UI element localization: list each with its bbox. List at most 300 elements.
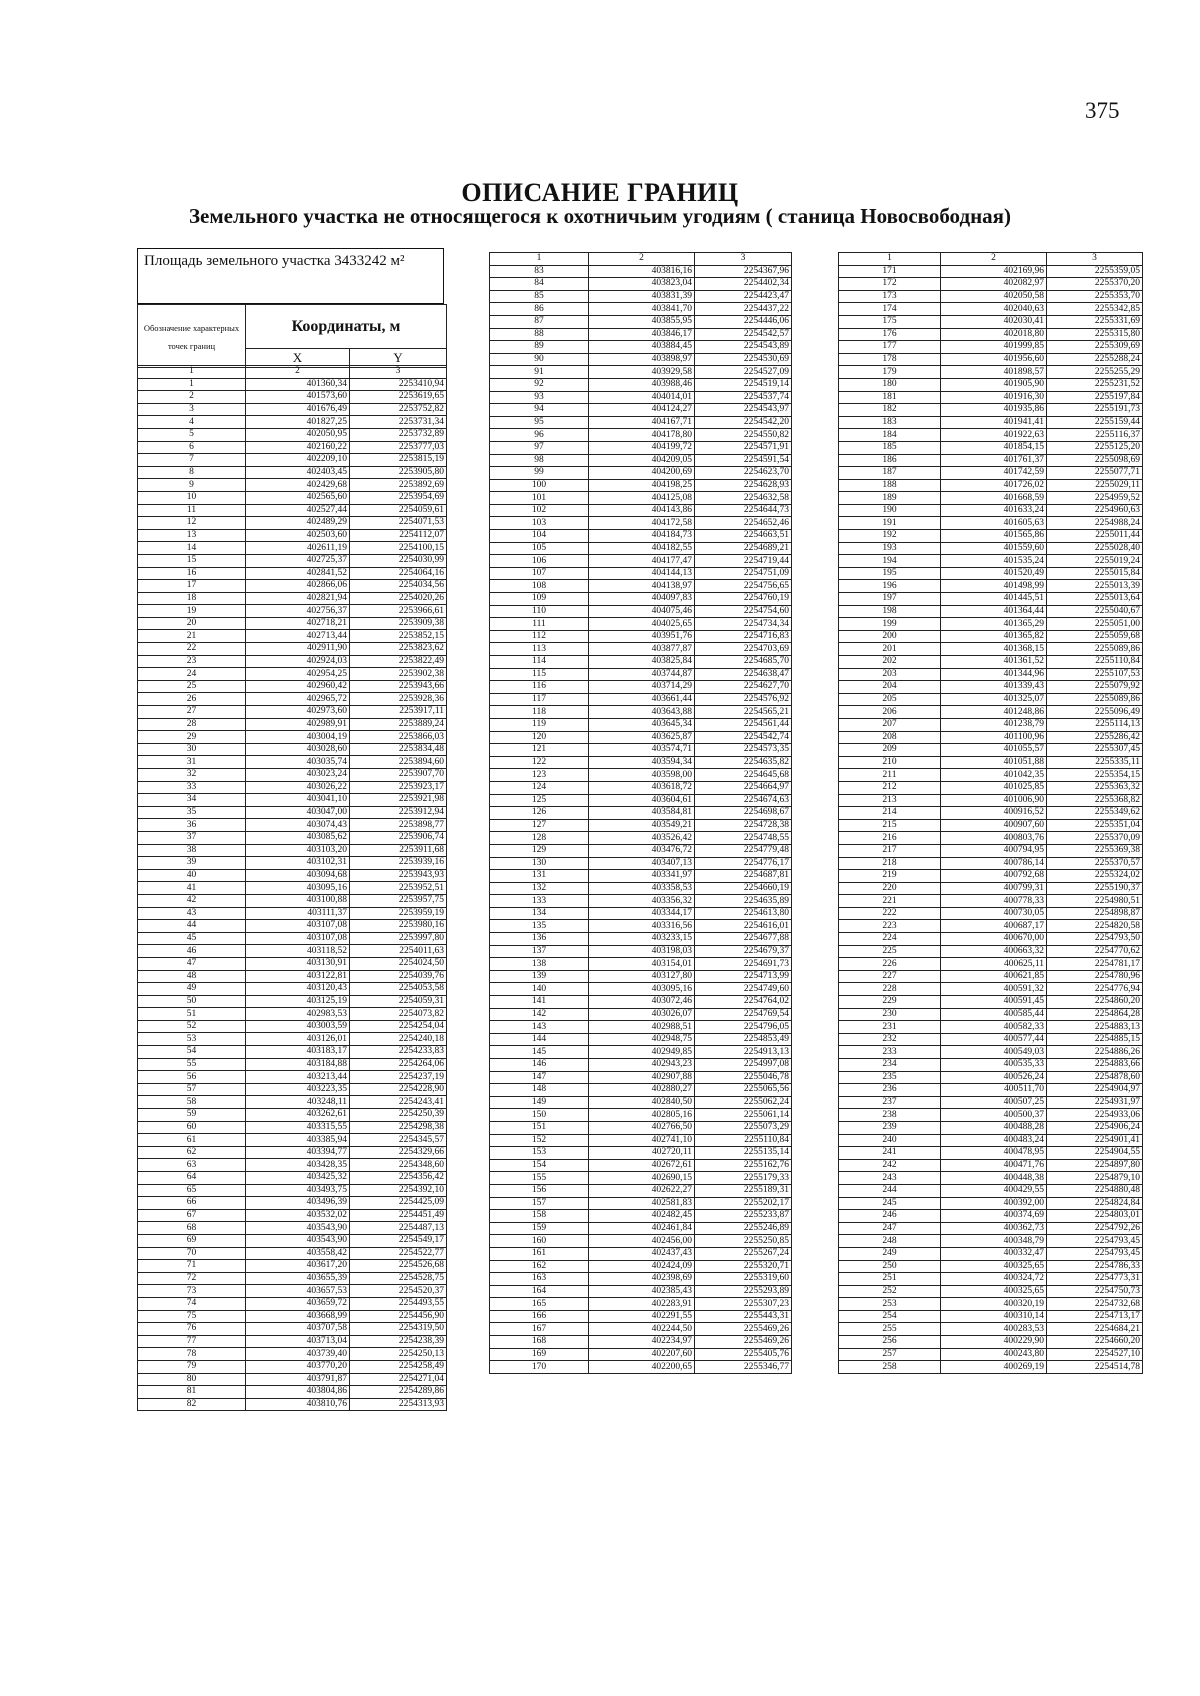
x-coordinate: 403543,90 xyxy=(246,1234,350,1247)
x-coordinate: 402160,22 xyxy=(246,441,350,454)
x-coordinate: 404144,13 xyxy=(589,567,695,580)
table-row xyxy=(490,1121,792,1134)
x-coordinate: 400803,76 xyxy=(941,832,1047,845)
x-coordinate: 402503,60 xyxy=(246,529,350,542)
y-coordinate: 2254550,82 xyxy=(695,429,792,442)
x-coordinate: 402565,60 xyxy=(246,491,350,504)
table-row xyxy=(138,920,447,933)
table-row xyxy=(138,441,447,454)
table-row xyxy=(839,580,1143,593)
x-coordinate: 400348,79 xyxy=(941,1235,1047,1248)
y-coordinate: 2254644,73 xyxy=(695,504,792,517)
point-number: 123 xyxy=(490,769,589,782)
x-coordinate: 403107,08 xyxy=(246,932,350,945)
point-number: 203 xyxy=(839,668,941,681)
y-coordinate: 2254250,13 xyxy=(350,1348,447,1361)
y-coordinate: 2255114,13 xyxy=(1047,718,1143,731)
table-row xyxy=(839,643,1143,656)
table-row xyxy=(490,1033,792,1046)
y-coordinate: 2254298,38 xyxy=(350,1121,447,1134)
column-number-2: 2 xyxy=(589,253,695,266)
point-number: 102 xyxy=(490,504,589,517)
y-coordinate: 2254638,47 xyxy=(695,668,792,681)
table-row xyxy=(490,1210,792,1223)
column-number-1: 1 xyxy=(839,253,941,266)
y-coordinate: 2254878,60 xyxy=(1047,1071,1143,1084)
point-number: 73 xyxy=(138,1285,246,1298)
table-row xyxy=(839,857,1143,870)
table-row xyxy=(839,1336,1143,1349)
point-number: 109 xyxy=(490,593,589,606)
x-coordinate: 400320,19 xyxy=(941,1298,1047,1311)
table-row xyxy=(490,920,792,933)
x-coordinate: 401916,30 xyxy=(941,391,1047,404)
point-number: 257 xyxy=(839,1348,941,1361)
x-coordinate: 402581,83 xyxy=(589,1197,695,1210)
point-number: 206 xyxy=(839,706,941,719)
table-row xyxy=(490,366,792,379)
point-number: 69 xyxy=(138,1234,246,1247)
table-row xyxy=(138,1222,447,1235)
table-row xyxy=(490,1008,792,1021)
table-row xyxy=(490,1260,792,1273)
table-row xyxy=(839,391,1143,404)
x-coordinate: 403394,77 xyxy=(246,1146,350,1159)
point-number: 154 xyxy=(490,1159,589,1172)
table-row xyxy=(138,1096,447,1109)
table-row xyxy=(138,655,447,668)
point-number: 192 xyxy=(839,530,941,543)
point-number: 160 xyxy=(490,1235,589,1248)
point-number: 27 xyxy=(138,706,246,719)
point-number: 198 xyxy=(839,605,941,618)
y-coordinate: 2254792,26 xyxy=(1047,1222,1143,1235)
page-number: 375 xyxy=(1085,98,1120,123)
table-row xyxy=(138,403,447,416)
x-coordinate: 400269,19 xyxy=(941,1361,1047,1374)
x-coordinate: 401365,29 xyxy=(941,618,1047,631)
point-number: 228 xyxy=(839,983,941,996)
point-number: 42 xyxy=(138,894,246,907)
x-coordinate: 403023,24 xyxy=(246,769,350,782)
x-coordinate: 400625,11 xyxy=(941,958,1047,971)
table-row xyxy=(138,1247,447,1260)
y-coordinate: 2254901,41 xyxy=(1047,1134,1143,1147)
point-number: 204 xyxy=(839,681,941,694)
y-coordinate: 2254258,49 xyxy=(350,1360,447,1373)
point-number: 161 xyxy=(490,1247,589,1260)
y-coordinate: 2254779,48 xyxy=(695,844,792,857)
point-column-header: Обозначение характерных точек границ xyxy=(138,305,246,368)
table-row xyxy=(839,933,1143,946)
y-coordinate: 2255107,53 xyxy=(1047,668,1143,681)
x-coordinate: 404075,46 xyxy=(589,605,695,618)
x-coordinate: 404124,27 xyxy=(589,404,695,417)
point-number: 51 xyxy=(138,1008,246,1021)
x-coordinate: 401905,90 xyxy=(941,378,1047,391)
y-coordinate: 2255089,86 xyxy=(1047,643,1143,656)
table-row xyxy=(138,970,447,983)
point-number: 151 xyxy=(490,1121,589,1134)
y-coordinate: 2254543,89 xyxy=(695,341,792,354)
x-coordinate: 402040,63 xyxy=(941,303,1047,316)
x-coordinate: 400907,60 xyxy=(941,819,1047,832)
table-row xyxy=(490,1159,792,1172)
table-row xyxy=(839,1159,1143,1172)
x-coordinate: 403543,90 xyxy=(246,1222,350,1235)
table-row xyxy=(138,1058,447,1071)
point-number: 152 xyxy=(490,1134,589,1147)
point-number: 173 xyxy=(839,290,941,303)
point-number: 150 xyxy=(490,1109,589,1122)
y-coordinate: 2254011,63 xyxy=(350,945,447,958)
y-coordinate: 2254530,69 xyxy=(695,353,792,366)
y-coordinate: 2255363,32 xyxy=(1047,781,1143,794)
x-coordinate: 403041,10 xyxy=(246,794,350,807)
x-coordinate: 404097,83 xyxy=(589,593,695,606)
x-coordinate: 402949,85 xyxy=(589,1046,695,1059)
x-coordinate: 403198,03 xyxy=(589,945,695,958)
point-number: 6 xyxy=(138,441,246,454)
point-number: 116 xyxy=(490,681,589,694)
y-coordinate: 2253943,66 xyxy=(350,680,447,693)
y-coordinate: 2255231,52 xyxy=(1047,378,1143,391)
point-number: 99 xyxy=(490,467,589,480)
point-number: 74 xyxy=(138,1297,246,1310)
table-row xyxy=(839,366,1143,379)
point-number: 49 xyxy=(138,983,246,996)
x-coordinate: 403127,80 xyxy=(589,970,695,983)
y-coordinate: 2255096,49 xyxy=(1047,706,1143,719)
x-coordinate: 402720,11 xyxy=(589,1147,695,1160)
table-row xyxy=(138,416,447,429)
x-coordinate: 402866,06 xyxy=(246,580,350,593)
y-coordinate: 2255011,44 xyxy=(1047,530,1143,543)
point-number: 146 xyxy=(490,1059,589,1072)
point-number: 245 xyxy=(839,1197,941,1210)
x-coordinate: 401668,59 xyxy=(941,492,1047,505)
table-row xyxy=(490,1084,792,1097)
table-row xyxy=(490,504,792,517)
table-row xyxy=(490,315,792,328)
x-coordinate: 403341,97 xyxy=(589,870,695,883)
y-coordinate: 2255307,45 xyxy=(1047,744,1143,757)
table-row xyxy=(138,428,447,441)
table-row xyxy=(138,1209,447,1222)
x-coordinate: 403100,88 xyxy=(246,894,350,907)
x-coordinate: 403184,88 xyxy=(246,1058,350,1071)
table-row xyxy=(138,1310,447,1323)
table-row xyxy=(490,870,792,883)
point-number: 4 xyxy=(138,416,246,429)
x-coordinate: 402403,45 xyxy=(246,466,350,479)
x-coordinate: 401325,07 xyxy=(941,693,1047,706)
table-row xyxy=(138,454,447,467)
point-number: 131 xyxy=(490,870,589,883)
table-row xyxy=(138,1272,447,1285)
x-coordinate: 401368,15 xyxy=(941,643,1047,656)
point-number: 52 xyxy=(138,1020,246,1033)
y-coordinate: 2254824,84 xyxy=(1047,1197,1143,1210)
table-row xyxy=(490,958,792,971)
point-number: 187 xyxy=(839,467,941,480)
point-number: 2 xyxy=(138,391,246,404)
point-number: 88 xyxy=(490,328,589,341)
point-number: 172 xyxy=(839,278,941,291)
x-coordinate: 401935,86 xyxy=(941,404,1047,417)
y-coordinate: 2254734,34 xyxy=(695,618,792,631)
point-number: 120 xyxy=(490,731,589,744)
point-number: 80 xyxy=(138,1373,246,1386)
y-coordinate: 2254904,97 xyxy=(1047,1084,1143,1097)
table-row xyxy=(138,1109,447,1122)
x-coordinate: 403126,01 xyxy=(246,1033,350,1046)
point-number: 62 xyxy=(138,1146,246,1159)
point-number: 246 xyxy=(839,1210,941,1223)
x-coordinate: 403584,81 xyxy=(589,807,695,820)
x-coordinate: 402805,16 xyxy=(589,1109,695,1122)
y-coordinate: 2255013,39 xyxy=(1047,580,1143,593)
y-coordinate: 2255307,23 xyxy=(695,1298,792,1311)
table-row xyxy=(138,806,447,819)
table-row xyxy=(839,1260,1143,1273)
point-number: 191 xyxy=(839,517,941,530)
table-row xyxy=(138,1373,447,1386)
y-coordinate: 2255246,89 xyxy=(695,1222,792,1235)
point-number: 117 xyxy=(490,693,589,706)
point-number: 31 xyxy=(138,756,246,769)
point-number: 207 xyxy=(839,718,941,731)
point-number: 145 xyxy=(490,1046,589,1059)
point-number: 241 xyxy=(839,1147,941,1160)
table-row xyxy=(138,1398,447,1411)
coordinates-caption: Координаты, м xyxy=(246,305,447,349)
point-number: 166 xyxy=(490,1310,589,1323)
x-coordinate: 404198,25 xyxy=(589,479,695,492)
point-number: 22 xyxy=(138,643,246,656)
y-coordinate: 2254652,46 xyxy=(695,517,792,530)
point-number: 175 xyxy=(839,315,941,328)
table-row xyxy=(839,1109,1143,1122)
point-number: 108 xyxy=(490,580,589,593)
point-number: 81 xyxy=(138,1386,246,1399)
point-number: 135 xyxy=(490,920,589,933)
y-coordinate: 2255159,44 xyxy=(1047,416,1143,429)
y-coordinate: 2254623,70 xyxy=(695,467,792,480)
point-number: 15 xyxy=(138,554,246,567)
table-row xyxy=(490,1197,792,1210)
table-row xyxy=(138,580,447,593)
table-row xyxy=(839,970,1143,983)
x-coordinate: 403315,55 xyxy=(246,1121,350,1134)
x-coordinate: 401742,59 xyxy=(941,467,1047,480)
y-coordinate: 2254039,76 xyxy=(350,970,447,983)
point-number: 103 xyxy=(490,517,589,530)
point-number: 70 xyxy=(138,1247,246,1260)
table-row xyxy=(138,1234,447,1247)
y-coordinate: 2255077,71 xyxy=(1047,467,1143,480)
point-number: 100 xyxy=(490,479,589,492)
y-coordinate: 2255089,86 xyxy=(1047,693,1143,706)
point-number: 60 xyxy=(138,1121,246,1134)
y-coordinate: 2253954,69 xyxy=(350,491,447,504)
point-number: 84 xyxy=(490,278,589,291)
y-coordinate: 2254860,20 xyxy=(1047,996,1143,1009)
x-coordinate: 402437,43 xyxy=(589,1247,695,1260)
y-coordinate: 2255324,02 xyxy=(1047,870,1143,883)
area-label: Площадь земельного участка 3433242 м² xyxy=(137,248,444,304)
x-coordinate: 400916,52 xyxy=(941,807,1047,820)
point-number: 136 xyxy=(490,933,589,946)
y-coordinate: 2254020,26 xyxy=(350,592,447,605)
y-coordinate: 2255370,20 xyxy=(1047,278,1143,291)
point-number: 254 xyxy=(839,1310,941,1323)
table-row xyxy=(490,467,792,480)
y-coordinate: 2254883,13 xyxy=(1047,1021,1143,1034)
point-number: 251 xyxy=(839,1273,941,1286)
y-coordinate: 2255359,05 xyxy=(1047,265,1143,278)
y-coordinate: 2255351,04 xyxy=(1047,819,1143,832)
table-row xyxy=(490,479,792,492)
y-coordinate: 2254796,05 xyxy=(695,1021,792,1034)
table-row xyxy=(490,781,792,794)
point-number: 71 xyxy=(138,1260,246,1273)
y-coordinate: 2255065,56 xyxy=(695,1084,792,1097)
table-row xyxy=(490,731,792,744)
x-coordinate: 400325,65 xyxy=(941,1285,1047,1298)
table-row xyxy=(490,328,792,341)
x-coordinate: 400585,44 xyxy=(941,1008,1047,1021)
point-number: 209 xyxy=(839,744,941,757)
x-coordinate: 403004,19 xyxy=(246,731,350,744)
y-coordinate: 2253959,19 xyxy=(350,907,447,920)
table-row xyxy=(839,807,1143,820)
y-coordinate: 2254030,99 xyxy=(350,554,447,567)
x-coordinate: 401445,51 xyxy=(941,593,1047,606)
table-row xyxy=(138,945,447,958)
y-coordinate: 2254748,55 xyxy=(695,832,792,845)
table-row xyxy=(839,844,1143,857)
x-coordinate: 404014,01 xyxy=(589,391,695,404)
x-coordinate: 403095,16 xyxy=(246,882,350,895)
x-coordinate: 404182,55 xyxy=(589,542,695,555)
y-coordinate: 2253852,15 xyxy=(350,630,447,643)
table-row xyxy=(490,857,792,870)
y-coordinate: 2253952,51 xyxy=(350,882,447,895)
point-number: 222 xyxy=(839,907,941,920)
table-row xyxy=(490,1235,792,1248)
y-coordinate: 2254053,58 xyxy=(350,983,447,996)
y-coordinate: 2254561,44 xyxy=(695,718,792,731)
x-coordinate: 400374,69 xyxy=(941,1210,1047,1223)
y-coordinate: 2255293,89 xyxy=(695,1285,792,1298)
y-coordinate: 2254853,49 xyxy=(695,1033,792,1046)
point-number: 225 xyxy=(839,945,941,958)
table-row xyxy=(490,404,792,417)
point-number: 168 xyxy=(490,1336,589,1349)
y-coordinate: 2253921,98 xyxy=(350,794,447,807)
point-number: 41 xyxy=(138,882,246,895)
y-coordinate: 2254319,50 xyxy=(350,1323,447,1336)
table-row xyxy=(490,756,792,769)
point-number: 182 xyxy=(839,404,941,417)
point-number: 54 xyxy=(138,1046,246,1059)
table-row xyxy=(839,504,1143,517)
y-coordinate: 2254238,39 xyxy=(350,1335,447,1348)
y-coordinate: 2254756,65 xyxy=(695,580,792,593)
table-row xyxy=(839,1147,1143,1160)
point-number: 214 xyxy=(839,807,941,820)
y-coordinate: 2254423,47 xyxy=(695,290,792,303)
point-number: 104 xyxy=(490,530,589,543)
x-coordinate: 403655,39 xyxy=(246,1272,350,1285)
y-coordinate: 2254616,01 xyxy=(695,920,792,933)
y-coordinate: 2255191,73 xyxy=(1047,404,1143,417)
y-coordinate: 2254635,89 xyxy=(695,895,792,908)
point-number: 231 xyxy=(839,1021,941,1034)
table-row xyxy=(490,441,792,454)
point-number: 8 xyxy=(138,466,246,479)
x-coordinate: 403714,29 xyxy=(589,681,695,694)
y-coordinate: 2253902,38 xyxy=(350,668,447,681)
table-row xyxy=(490,492,792,505)
table-row xyxy=(490,290,792,303)
x-coordinate: 402988,51 xyxy=(589,1021,695,1034)
x-coordinate: 400310,14 xyxy=(941,1310,1047,1323)
x-coordinate: 401520,49 xyxy=(941,567,1047,580)
y-coordinate: 2254933,06 xyxy=(1047,1109,1143,1122)
x-coordinate: 403598,00 xyxy=(589,769,695,782)
x-coordinate: 402385,43 xyxy=(589,1285,695,1298)
point-number: 215 xyxy=(839,819,941,832)
x-coordinate: 400324,72 xyxy=(941,1273,1047,1286)
point-number: 40 xyxy=(138,869,246,882)
y-coordinate: 2254446,06 xyxy=(695,315,792,328)
point-number: 9 xyxy=(138,479,246,492)
x-coordinate: 400799,31 xyxy=(941,882,1047,895)
y-coordinate: 2254864,28 xyxy=(1047,1008,1143,1021)
x-coordinate: 400687,17 xyxy=(941,920,1047,933)
x-coordinate: 403094,68 xyxy=(246,869,350,882)
y-coordinate: 2253957,75 xyxy=(350,894,447,907)
point-number: 232 xyxy=(839,1033,941,1046)
table-row xyxy=(839,1184,1143,1197)
table-row xyxy=(490,643,792,656)
table-row xyxy=(839,1235,1143,1248)
x-coordinate: 404200,69 xyxy=(589,467,695,480)
x-coordinate: 403855,95 xyxy=(589,315,695,328)
x-coordinate: 403558,42 xyxy=(246,1247,350,1260)
point-number: 250 xyxy=(839,1260,941,1273)
x-coordinate: 403877,87 xyxy=(589,643,695,656)
point-number: 45 xyxy=(138,932,246,945)
x-coordinate: 400535,33 xyxy=(941,1059,1047,1072)
y-coordinate: 2255255,29 xyxy=(1047,366,1143,379)
x-coordinate: 402983,53 xyxy=(246,1008,350,1021)
table-row xyxy=(490,555,792,568)
point-number: 36 xyxy=(138,819,246,832)
point-number: 258 xyxy=(839,1361,941,1374)
x-coordinate: 400582,33 xyxy=(941,1021,1047,1034)
table-row xyxy=(839,492,1143,505)
table-row xyxy=(490,844,792,857)
x-coordinate: 402209,10 xyxy=(246,454,350,467)
point-number: 97 xyxy=(490,441,589,454)
x-coordinate: 402973,60 xyxy=(246,706,350,719)
point-number: 233 xyxy=(839,1046,941,1059)
point-number: 158 xyxy=(490,1210,589,1223)
point-number: 23 xyxy=(138,655,246,668)
